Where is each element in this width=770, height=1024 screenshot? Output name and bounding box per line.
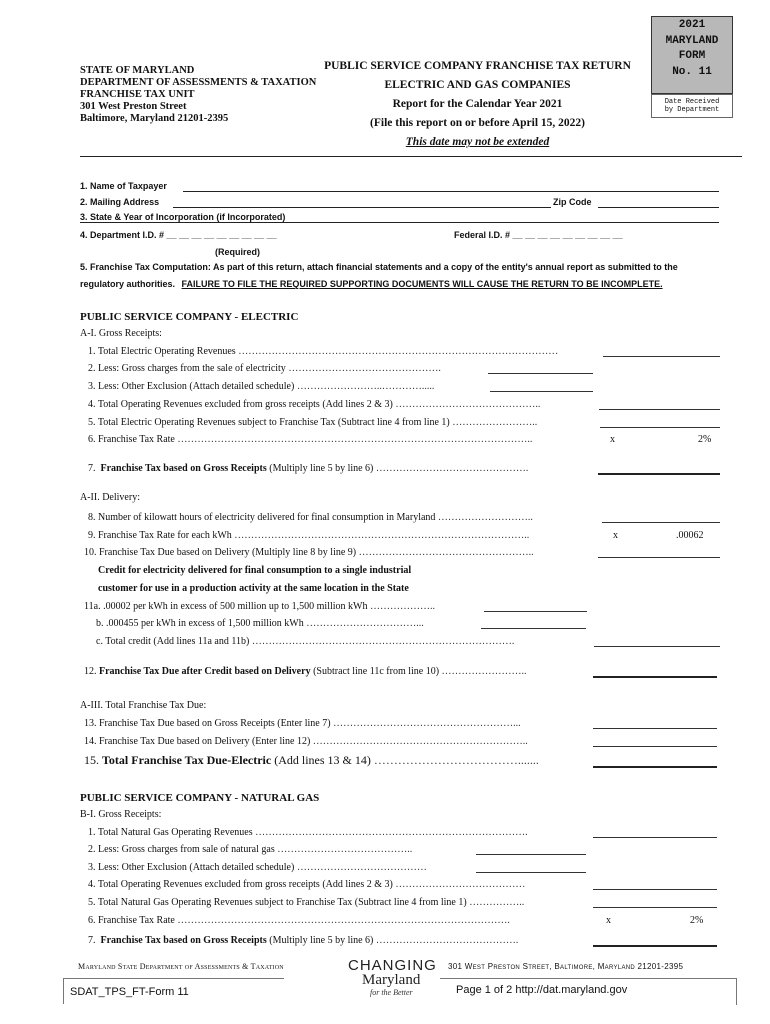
gas-line-3: 3. Less: Other Exclusion (Attach detailed schedule) ………………………………… [88, 862, 427, 873]
date-received-label: Date Received [664, 98, 720, 106]
form-title: PUBLIC SERVICE COMPANY FRANCHISE TAX RETURN [324, 60, 631, 72]
gas-line-7-field[interactable] [593, 945, 717, 947]
electric-line-12-field[interactable] [593, 676, 717, 678]
electric-line-5: 5. Total Electric Operating Revenues subject to Franchise Tax (Subtract line 4 from line 1) …………………….. [88, 417, 538, 428]
form-subtitle: ELECTRIC AND GAS COMPANIES [384, 79, 571, 91]
electric-line-15-bold: Total Franchise Tax Due-Electric [102, 753, 272, 767]
electric-line-9-label: 9. Franchise Tax Rate for each kWh [88, 530, 232, 541]
electric-line-12: 12. Franchise Tax Due after Credit based on Delivery (Subtract line 11c from line 10) …………………….. [84, 666, 527, 677]
footer-agency: Maryland State Department of Assessments & Taxation [78, 962, 284, 971]
electric-line-3-label: 3. Less: Other Exclusion (Attach detailed schedule) [88, 381, 295, 392]
gas-line-1: 1. Total Natural Gas Operating Revenues ………………………………………………………………………. [88, 827, 528, 838]
gas-line-6-rate: 2% [690, 915, 704, 926]
electric-line-1-field[interactable] [603, 356, 720, 357]
form-id: SDAT_TPS_FT-Form 11 [70, 986, 189, 998]
page-info[interactable]: Page 1 of 2 http://dat.maryland.gov [456, 984, 628, 996]
electric-line-12-rest: (Subtract line 11c from line 10) [313, 666, 440, 677]
agency-department: DEPARTMENT OF ASSESSMENTS & TAXATION [80, 77, 317, 88]
electric-line-7-field[interactable] [598, 473, 720, 475]
agency-state: STATE OF MARYLAND [80, 65, 195, 76]
electric-line-11a-label: 11a. .00002 per kWh in excess of 500 million up to 1,500 million kWh [84, 601, 368, 612]
gas-line-4-label: 4. Total Operating Revenues excluded from gross receipts (Add lines 2 & 3) [88, 879, 393, 890]
electric-line-5-label: 5. Total Electric Operating Revenues subject to Franchise Tax (Subtract line 4 from line 1) [88, 417, 450, 428]
electric-line-12-bold: Franchise Tax Due after Credit based on Delivery [99, 666, 311, 677]
electric-line-11c: c. Total credit (Add lines 11a and 11b) ……………………………………………………………………. [96, 636, 515, 647]
gas-line-3-field[interactable] [476, 872, 586, 873]
form-number: No. 11 [672, 65, 712, 78]
electric-line-2: 2. Less: Gross charges from the sale of electricity ………………………………………. [88, 363, 441, 374]
electric-line-15: 15. Total Franchise Tax Due-Electric (Add lines 13 & 14) ………………………………....... [84, 753, 539, 767]
no-extension-note: This date may not be extended [405, 136, 550, 148]
due-date: (File this report on or before April 15, 2022) [370, 117, 585, 129]
gas-line-7-num: 7. [88, 935, 96, 946]
electric-line-13-label: 13. Franchise Tax Due based on Gross Receipts (Enter line 7) [84, 718, 331, 729]
agency-city: Baltimore, Maryland 21201-2395 [80, 113, 229, 124]
department-id-label[interactable]: 4. Department I.D. # __ __ __ __ __ __ __ __ __ [80, 230, 277, 240]
gas-line-7-rest: (Multiply line 5 by line 6) [269, 935, 374, 946]
electric-line-9-multiply: x [613, 530, 618, 541]
report-year: Report for the Calendar Year 2021 [392, 98, 563, 110]
electric-heading: PUBLIC SERVICE COMPANY - ELECTRIC [80, 311, 299, 323]
gas-line-2-field[interactable] [476, 854, 586, 855]
logo-tagline: for the Better [370, 988, 413, 997]
gas-line-4-field[interactable] [593, 889, 717, 890]
gas-line-7-bold: Franchise Tax based on Gross Receipts [100, 935, 267, 946]
gas-line-2-label: 2. Less: Gross charges from sale of natural gas [88, 844, 275, 855]
electric-a1-heading: A-I. Gross Receipts: [80, 328, 162, 339]
electric-line-10: 10. Franchise Tax Due based on Delivery (Multiply line 8 by line 9) …………………………………………….. [84, 547, 534, 558]
date-received-box [651, 94, 733, 118]
mailing-address-label: 2. Mailing Address [80, 197, 160, 207]
gas-line-6-multiply: x [606, 915, 611, 926]
electric-line-12-num: 12. [84, 666, 97, 677]
taxpayer-name-label: 1. Name of Taxpayer [80, 181, 167, 191]
electric-line-1: 1. Total Electric Operating Revenues …………………………………………………………………………………… [88, 346, 559, 357]
electric-line-11b-label: b. .000455 per kWh in excess of 1,500 million kWh [96, 618, 304, 629]
mailing-address-field[interactable] [173, 207, 551, 208]
agency-block [80, 65, 316, 125]
form-number-box [651, 16, 733, 94]
electric-line-3-field[interactable] [490, 391, 593, 392]
credit-heading-2: customer for use in a production activity at the same location in the State [98, 583, 409, 594]
footer-address: 301 West Preston Street, Baltimore, Maryland 21201-2395 [448, 962, 684, 971]
gas-line-3-label: 3. Less: Other Exclusion (Attach detailed schedule) [88, 862, 295, 873]
electric-line-4-label: 4. Total Operating Revenues excluded from gross receipts (Add lines 2 & 3) [88, 399, 393, 410]
electric-line-1-label: 1. Total Electric Operating Revenues [88, 346, 236, 357]
electric-line-11c-label: c. Total credit (Add lines 11a and 11b) [96, 636, 250, 647]
electric-line-7-bold: Franchise Tax based on Gross Receipts [100, 463, 267, 474]
electric-line-14-field[interactable] [593, 746, 717, 747]
credit-heading-1: Credit for electricity delivered for final consumption to a single industrial [98, 565, 412, 576]
gas-heading: PUBLIC SERVICE COMPANY - NATURAL GAS [80, 792, 320, 804]
incorporation-label: 3. State & Year of Incorporation (if Incorporated) [80, 212, 286, 222]
electric-line-5-field[interactable] [600, 427, 720, 428]
electric-line-11a-field[interactable] [484, 611, 587, 612]
zip-code-field[interactable] [598, 207, 719, 208]
electric-line-7-num: 7. [88, 463, 96, 474]
electric-line-7: 7. Franchise Tax based on Gross Receipts (Multiply line 5 by line 6) ………………………………………. [88, 463, 529, 474]
incorporation-field[interactable] [311, 222, 719, 223]
electric-line-4-field[interactable] [599, 409, 720, 410]
electric-line-15-rest: (Add lines 13 & 14) [274, 753, 371, 767]
regulatory-authorities-text: regulatory authorities. [80, 279, 176, 289]
agency-unit: FRANCHISE TAX UNIT [80, 89, 195, 100]
gas-line-4: 4. Total Operating Revenues excluded from gross receipts (Add lines 2 & 3) ………………………………… [88, 879, 526, 890]
electric-line-14-label: 14. Franchise Tax Due based on Delivery (Enter line 12) [84, 736, 311, 747]
electric-line-9-rate: .00062 [676, 530, 704, 541]
gas-b1-heading: B-I. Gross Receipts: [80, 809, 162, 820]
electric-line-8-label: 8. Number of kilowatt hours of electricity delivered for final consumption in Maryland [88, 512, 436, 523]
gas-line-5-label: 5. Total Natural Gas Operating Revenues subject to Franchise Tax (Subtract line 4 from line 1) [88, 897, 467, 908]
electric-line-6-label: 6. Franchise Tax Rate [88, 434, 175, 445]
electric-line-6-rate: 2% [698, 434, 712, 445]
electric-line-11b: b. .000455 per kWh in excess of 1,500 million kWh ……………………………... [96, 618, 424, 629]
form-year: 2021 [678, 19, 706, 31]
gas-line-5: 5. Total Natural Gas Operating Revenues subject to Franchise Tax (Subtract line 4 from line 1) …………….. [88, 897, 525, 908]
electric-a2-heading: A-II. Delivery: [80, 492, 140, 503]
electric-line-7-rest: (Multiply line 5 by line 6) [269, 463, 374, 474]
gas-line-6-label: 6. Franchise Tax Rate [88, 915, 175, 926]
franchise-computation-text-2 [80, 279, 663, 289]
incomplete-warning: FAILURE TO FILE THE REQUIRED SUPPORTING DOCUMENTS WILL CAUSE THE RETURN TO BE INCOMPLETE. [181, 279, 663, 289]
federal-id-label[interactable]: Federal I.D. # __ __ __ __ __ __ __ __ __ [454, 230, 623, 240]
electric-line-2-label: 2. Less: Gross charges from the sale of electricity [88, 363, 286, 374]
required-note: (Required) [215, 247, 260, 257]
gas-line-1-label: 1. Total Natural Gas Operating Revenues [88, 827, 253, 838]
electric-line-8-field[interactable] [602, 522, 720, 523]
form-label: FORM [678, 50, 706, 62]
zip-code-label: Zip Code [553, 197, 592, 207]
electric-line-9: 9. Franchise Tax Rate for each kWh …………………………………………………………………………….. [88, 530, 530, 541]
electric-line-6-multiply: x [610, 434, 615, 445]
form-id-box [63, 978, 284, 1004]
electric-line-10-label: 10. Franchise Tax Due based on Delivery (Multiply line 8 by line 9) [84, 547, 357, 558]
electric-line-4: 4. Total Operating Revenues excluded from gross receipts (Add lines 2 & 3) …………………………………….. [88, 399, 541, 410]
logo-maryland-word: Maryland [362, 972, 421, 988]
electric-line-6: 6. Franchise Tax Rate …………………………………………………………………………………………….. [88, 434, 533, 445]
gas-line-5-field[interactable] [593, 907, 717, 908]
electric-line-11b-field[interactable] [481, 628, 586, 629]
electric-line-2-field[interactable] [488, 373, 593, 374]
electric-line-10-field[interactable] [598, 557, 720, 558]
electric-line-8: 8. Number of kilowatt hours of electricity delivered for final consumption in Maryland ……………………….. [88, 512, 533, 523]
gas-line-7: 7. Franchise Tax based on Gross Receipts (Multiply line 5 by line 6) ……………………………………. [88, 935, 519, 946]
electric-line-11c-field[interactable] [594, 646, 720, 647]
electric-line-13-field[interactable] [593, 728, 717, 729]
electric-a3-heading: A-III. Total Franchise Tax Due: [80, 700, 207, 711]
form-title-block [300, 57, 655, 152]
taxpayer-name-field[interactable] [183, 191, 719, 192]
gas-line-6: 6. Franchise Tax Rate ………………………………………………………………………………………. [88, 915, 510, 926]
agency-street: 301 West Preston Street [80, 101, 187, 112]
electric-line-14: 14. Franchise Tax Due based on Delivery (Enter line 12) ……………………………………………………….. [84, 736, 528, 747]
electric-line-11a: 11a. .00002 per kWh in excess of 500 million up to 1,500 million kWh ……………….. [84, 601, 435, 612]
header-divider [80, 156, 742, 157]
gas-line-2: 2. Less: Gross charges from sale of natural gas ………………………………….. [88, 844, 413, 855]
electric-line-3: 3. Less: Other Exclusion (Attach detailed schedule) ……………………..…………..... [88, 381, 435, 392]
electric-line-15-num: 15. [84, 753, 99, 767]
gas-line-1-field[interactable] [593, 837, 717, 838]
changing-maryland-logo: CHANGING [348, 957, 437, 974]
franchise-computation-text: 5. Franchise Tax Computation: As part of this return, attach financial statements and a copy of the entity's annual report as submitted to the [80, 262, 678, 272]
electric-line-15-field[interactable] [593, 766, 717, 768]
by-department-label: by Department [664, 106, 720, 114]
form-state: MARYLAND [665, 34, 719, 47]
electric-line-13: 13. Franchise Tax Due based on Gross Receipts (Enter line 7) ………………………………………………... [84, 718, 521, 729]
